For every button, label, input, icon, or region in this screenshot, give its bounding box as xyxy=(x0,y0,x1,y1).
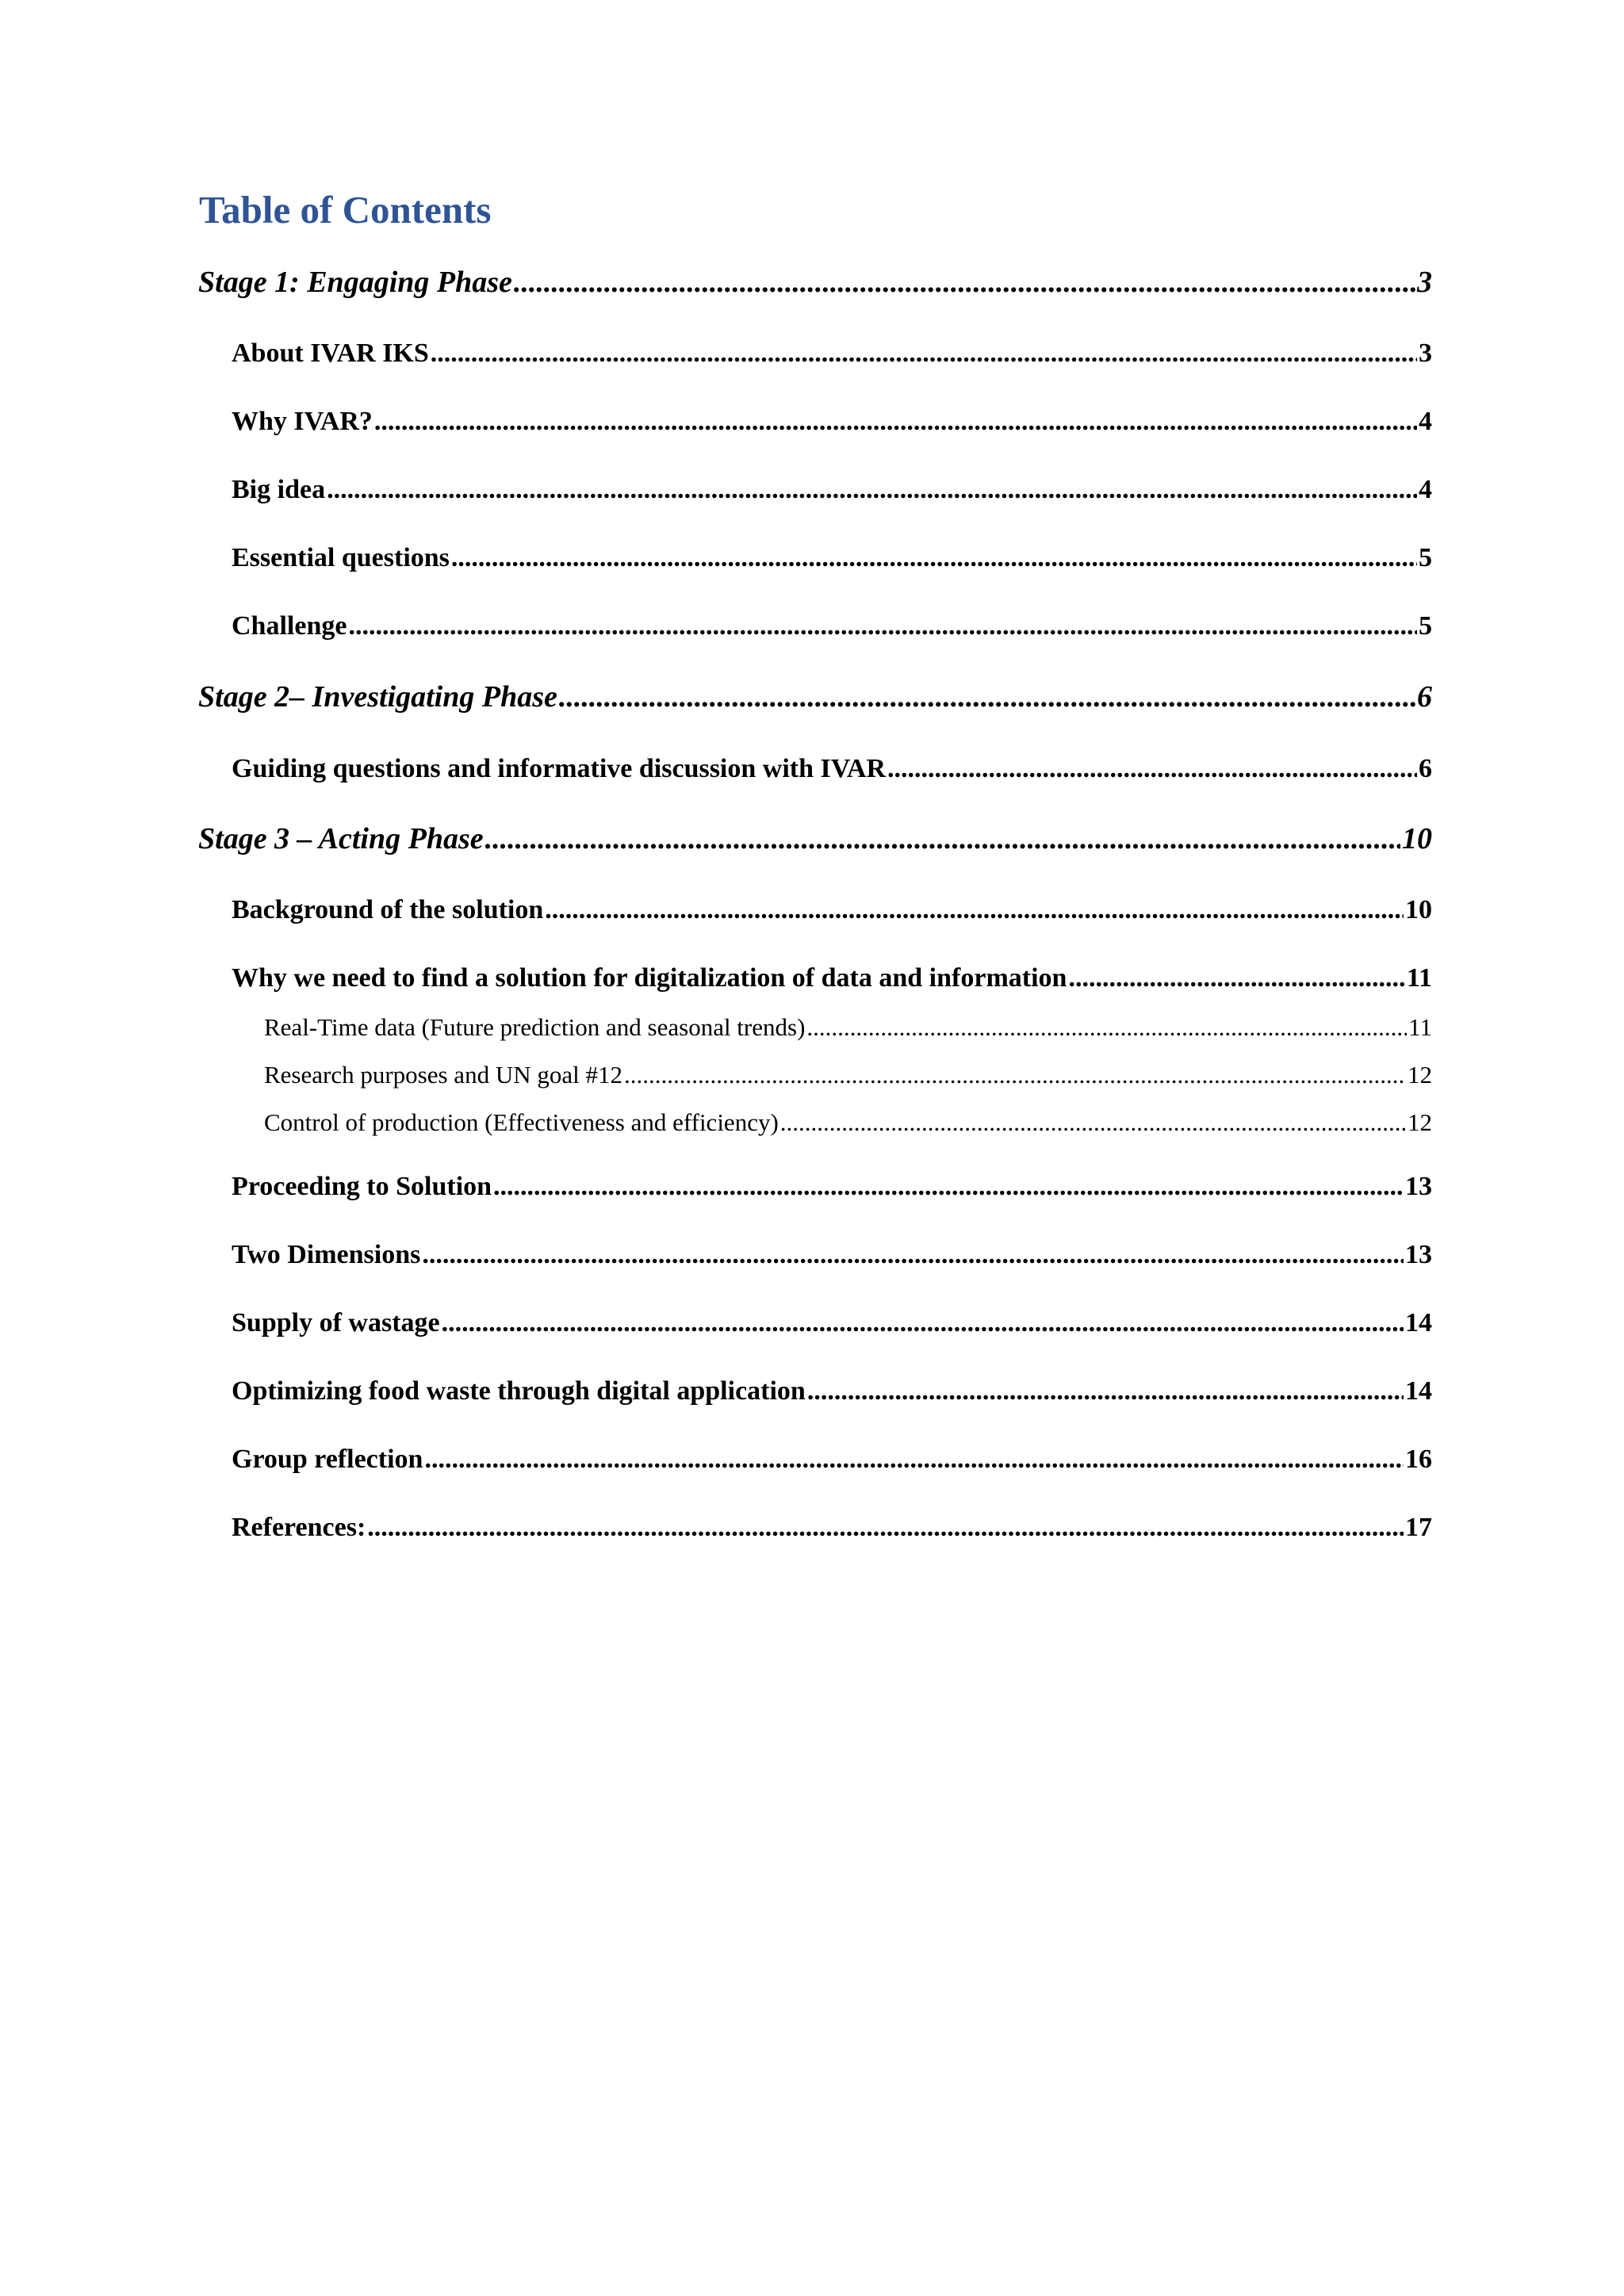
toc-entry-why-digitalization[interactable] xyxy=(232,962,1432,995)
toc-entry-label: Real-Time data (Future prediction and seasonal trends) xyxy=(264,1013,806,1041)
toc-page-number: 6 xyxy=(1417,680,1432,714)
toc-entry-label: Control of production (Effectiveness and efficiency) xyxy=(264,1108,779,1136)
dot-leader xyxy=(424,1444,1404,1476)
toc-entry-stage-3[interactable] xyxy=(198,821,1432,858)
toc-entry-label: Group reflection xyxy=(232,1445,423,1474)
toc-page-number: 3 xyxy=(1419,339,1432,368)
dot-leader xyxy=(624,1060,1406,1089)
dot-leader xyxy=(806,1012,1407,1042)
toc-entry-label: Stage 3 – Acting Phase xyxy=(198,822,484,855)
dot-leader xyxy=(807,1376,1404,1408)
toc-page-number: 4 xyxy=(1419,407,1432,436)
toc-entry-real-time-data[interactable] xyxy=(264,1012,1432,1042)
toc-page-number: 14 xyxy=(1405,1308,1432,1337)
toc-page-number: 5 xyxy=(1419,611,1432,641)
dot-leader xyxy=(780,1108,1406,1137)
toc-page-number: 6 xyxy=(1419,754,1432,783)
toc-page-number: 11 xyxy=(1408,1013,1432,1041)
toc-page-number: 12 xyxy=(1408,1061,1432,1089)
dot-leader xyxy=(545,894,1404,927)
toc-entry-label: References: xyxy=(232,1513,366,1542)
toc-entry-label: Optimizing food waste through digital application xyxy=(232,1376,806,1406)
dot-leader xyxy=(348,610,1417,643)
toc-entry-control-of-production[interactable] xyxy=(264,1108,1432,1137)
dot-leader xyxy=(485,821,1400,858)
toc-entry-big-idea[interactable] xyxy=(232,474,1432,507)
toc-entry-supply-of-wastage[interactable] xyxy=(232,1307,1432,1340)
dot-leader xyxy=(431,338,1417,370)
toc-entry-proceeding-to-solution[interactable] xyxy=(232,1171,1432,1203)
toc-page-number: 10 xyxy=(1405,895,1432,924)
dot-leader xyxy=(559,679,1415,716)
toc-heading: Table of Contents xyxy=(199,188,492,232)
toc-entry-label: Supply of wastage xyxy=(232,1308,440,1337)
toc-page-number: 4 xyxy=(1419,475,1432,504)
toc-entry-label: About IVAR IKS xyxy=(232,339,429,368)
toc-entry-label: Stage 2– Investigating Phase xyxy=(198,680,557,714)
toc-entry-why-ivar[interactable] xyxy=(232,406,1432,438)
dot-leader xyxy=(367,1512,1404,1544)
toc-page-number: 10 xyxy=(1402,822,1432,855)
toc-page-number: 16 xyxy=(1405,1445,1432,1474)
toc-page-number: 3 xyxy=(1417,266,1432,299)
toc-page-number: 5 xyxy=(1419,543,1432,572)
toc-entry-label: Guiding questions and informative discussion with IVAR xyxy=(232,754,887,783)
dot-leader xyxy=(514,265,1415,301)
toc-entry-background-of-solution[interactable] xyxy=(232,894,1432,927)
toc-page-number: 13 xyxy=(1405,1172,1432,1201)
toc-entry-label: Two Dimensions xyxy=(232,1240,421,1269)
toc-entry-references[interactable] xyxy=(232,1512,1432,1544)
toc-entry-essential-questions[interactable] xyxy=(232,542,1432,575)
toc-entry-optimizing-food-waste[interactable] xyxy=(232,1376,1432,1408)
dot-leader xyxy=(887,753,1417,786)
toc-entry-challenge[interactable] xyxy=(232,610,1432,643)
toc-entry-label: Challenge xyxy=(232,611,347,641)
toc-page-number: 11 xyxy=(1406,963,1432,993)
toc-entry-label: Big idea xyxy=(232,475,326,504)
toc-entry-about-ivar-iks[interactable] xyxy=(232,338,1432,370)
toc-entry-label: Essential questions xyxy=(232,543,450,572)
toc-entry-label: Why we need to find a solution for digitalization of data and information xyxy=(232,963,1067,993)
toc-entry-label: Background of the solution xyxy=(232,895,544,924)
toc-page-number: 13 xyxy=(1405,1240,1432,1269)
toc-entry-stage-1[interactable] xyxy=(198,265,1432,301)
dot-leader xyxy=(327,474,1417,507)
toc-entry-label: Research purposes and UN goal #12 xyxy=(264,1061,622,1089)
toc-entry-guiding-questions[interactable] xyxy=(232,753,1432,786)
toc-entry-label: Proceeding to Solution xyxy=(232,1172,492,1201)
dot-leader xyxy=(442,1307,1404,1340)
toc-entry-label: Why IVAR? xyxy=(232,407,373,436)
dot-leader xyxy=(1068,962,1404,995)
toc-page-number: 14 xyxy=(1405,1376,1432,1406)
dot-leader xyxy=(493,1171,1404,1203)
dot-leader xyxy=(422,1239,1404,1272)
dot-leader xyxy=(374,406,1417,438)
toc-entry-research-purposes[interactable] xyxy=(264,1060,1432,1089)
toc-page-number: 17 xyxy=(1405,1513,1432,1542)
dot-leader xyxy=(451,542,1417,575)
toc-entry-group-reflection[interactable] xyxy=(232,1444,1432,1476)
toc-entry-stage-2[interactable] xyxy=(198,679,1432,716)
toc-entry-label: Stage 1: Engaging Phase xyxy=(198,266,512,299)
toc-entry-two-dimensions[interactable] xyxy=(232,1239,1432,1272)
toc-page-number: 12 xyxy=(1408,1108,1432,1136)
